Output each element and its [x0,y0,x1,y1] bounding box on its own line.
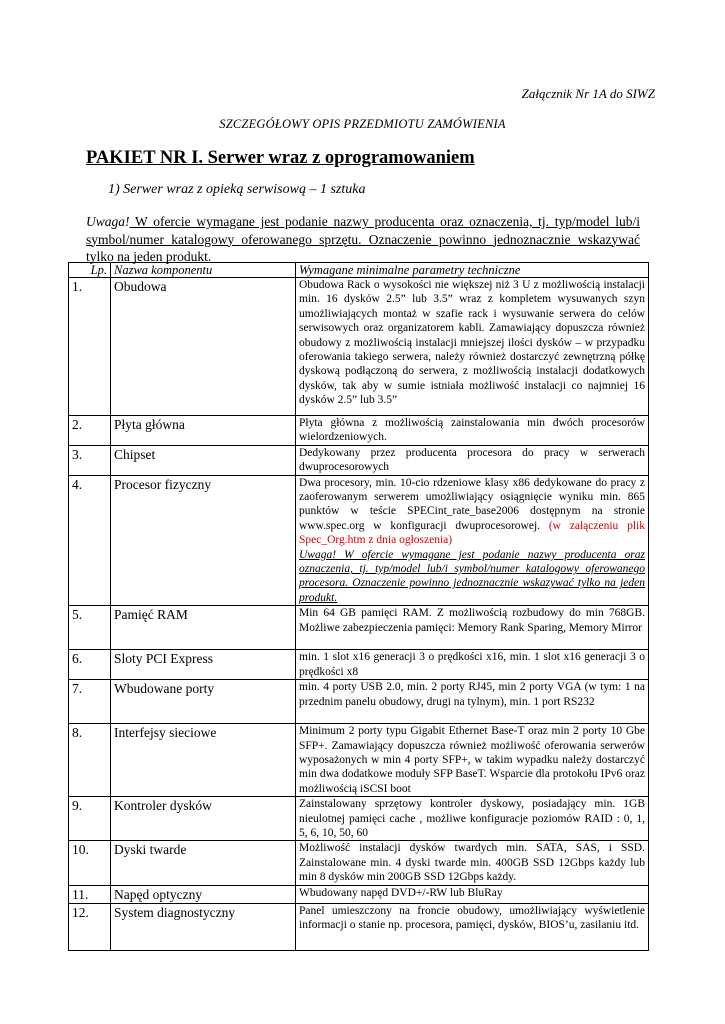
table-row [69,724,649,797]
row-desc: Płyta główna z możliwością zainstalowania min dwóch procesorów wielordzeniowych. [296,416,649,446]
table-row [69,650,649,680]
table-row [69,278,649,416]
row-lp: 11. [69,885,111,903]
row-lp: 4. [69,475,111,606]
package-title: PAKIET NR I. Serwer wraz z oprogramowaniem [86,148,475,168]
row-desc: Wbudowany napęd DVD+/-RW lub BluRay [296,885,649,903]
table-row [69,797,649,841]
processor-warning: Uwaga! W ofercie wymagane jest podanie nazwy producenta oraz oznaczenia, tj. typ/model lub/i symbol/numer katalogowy oferowanego procesora. Oznaczenie powinno jednoznacznie wskazywać tylko na jeden produkt. [299,548,645,604]
row-name: Wbudowane porty [111,680,296,724]
row-name: Interfejsy sieciowe [111,724,296,797]
table-row [69,606,649,650]
row-name: Dyski twarde [111,841,296,885]
processor-attachment-note: (w załączeniu plik Spec_Org.htm z dnia ogłoszenia) [299,519,645,547]
table-header-row [69,263,649,278]
header-lp: Lp. [69,263,111,278]
row-lp: 6. [69,650,111,680]
row-lp: 7. [69,680,111,724]
row-desc: Minimum 2 porty typu Gigabit Ethernet Base-T oraz min 2 porty 10 Gbe SFP+. Zamawiający dopuszcza również możliwość oferowania serwerów wyposażonych w min 4 porty SFP+, w takim wypadku należy dostarczyć min dwa dodatkowe moduły SFP BaseT. Wsparcie dla protokołu IPv6 oraz możliwością iSCSI boot [296,724,649,797]
row-lp: 1. [69,278,111,416]
row-lp: 12. [69,903,111,950]
row-name: System diagnostyczny [111,903,296,950]
table-row [69,416,649,446]
row-lp: 9. [69,797,111,841]
table-row [69,680,649,724]
warning-label: Uwaga! [86,214,130,229]
attachment-label: Załącznik Nr 1A do SIWZ [521,86,655,101]
row-desc: Możliwość instalacji dysków twardych min. SATA, SAS, i SSD. Zainstalowane min. 4 dyski twarde min. 400GB SSD 12Gbps każdy lub min 8 dysków min 200GB SSD 12Gbps każdy. [296,841,649,885]
warning-paragraph [86,213,640,266]
row-desc [296,475,649,606]
row-name: Kontroler dysków [111,797,296,841]
row-desc: min. 4 porty USB 2.0, min. 2 porty RJ45, min 2 porty VGA (w tym: 1 na przednim panelu obudowy, drugi na tylnym), min. 1 port RS232 [296,680,649,724]
row-lp: 8. [69,724,111,797]
processor-desc: Dwa procesory, min. 10-cio rdzeniowe klasy x86 dedykowane do pracy z zaoferowanym serwerem umożliwiający osiągnięcie wyniku min. 865 punktów w teście SPECint_rate_base2006 dostępnym na stronie www.spec.org w konfiguracji dwuprocesorowej. [299,476,645,532]
row-desc: min. 1 slot x16 generacji 3 o prędkości x16, min. 1 slot x16 generacji 3 o prędkości x8 [296,650,649,680]
row-name: Pamięć RAM [111,606,296,650]
row-desc: Dedykowany przez producenta procesora do pracy w serwerach dwuprocesorowych [296,445,649,475]
row-desc: Panel umieszczony na froncie obudowy, umożliwiający wyświetlenie informacji o stanie np. procesora, pamięci, dysków, BIOS’u, zasilaniu itd. [296,903,649,950]
row-name: Chipset [111,445,296,475]
row-name: Płyta główna [111,416,296,446]
row-name: Napęd optyczny [111,885,296,903]
row-desc: Min 64 GB pamięci RAM. Z możliwością rozbudowy do min 768GB. Możliwe zabezpieczenia pamięci: Memory Rank Sparing, Memory Mirror [296,606,649,650]
table-row [69,445,649,475]
table-row [69,475,649,606]
spec-table [68,262,649,951]
header-params: Wymagane minimalne parametry techniczne [296,263,649,278]
document-subtitle: SZCZEGÓŁOWY OPIS PRZEDMIOTU ZAMÓWIENIA [219,117,506,131]
row-lp: 3. [69,445,111,475]
row-name: Sloty PCI Express [111,650,296,680]
row-desc: Zainstalowany sprzętowy kontroler dyskowy, posiadający min. 1GB nieulotnej pamięci cache , możliwe konfiguracje poziomów RAID : 0, 1, 5, 6, 10, 50, 60 [296,797,649,841]
row-desc: Obudowa Rack o wysokości nie większej niż 3 U z możliwością instalacji min. 16 dysków 2.5” lub 3.5” wraz z kompletem wysuwanych szyn umożliwiających montaż w szafie rack i wysuwanie serwera do celów serwisowych oraz organizatorem kabli. Zamawiający dopuszcza również obudowy z możliwością instalacji mniejszej ilości dysków – w przypadku oferowania takiego serwera, należy również dostarczyć zewnętrzną półkę dyskową podłączoną do serwera, z możliwością instalacji dodatkowych dysków, tak aby w sumie istniała możliwość instalacji co najmniej 16 dysków 2.5” lub 3.5” [296,278,649,416]
table-row [69,841,649,885]
row-name: Procesor fizyczny [111,475,296,606]
item-heading: 1) Serwer wraz z opieką serwisową – 1 sztuka [108,182,366,197]
table-row [69,903,649,950]
table-row [69,885,649,903]
row-name: Obudowa [111,278,296,416]
row-lp: 5. [69,606,111,650]
row-lp: 2. [69,416,111,446]
warning-text: W ofercie wymagane jest podanie nazwy producenta oraz oznaczenia, tj. typ/model lub/i symbol/numer katalogowy oferowanego sprzętu. Oznaczenie powinno jednoznacznie wskazywać tylko na jeden produkt. [86,214,640,264]
row-lp: 10. [69,841,111,885]
header-name: Nazwa komponentu [111,263,296,278]
